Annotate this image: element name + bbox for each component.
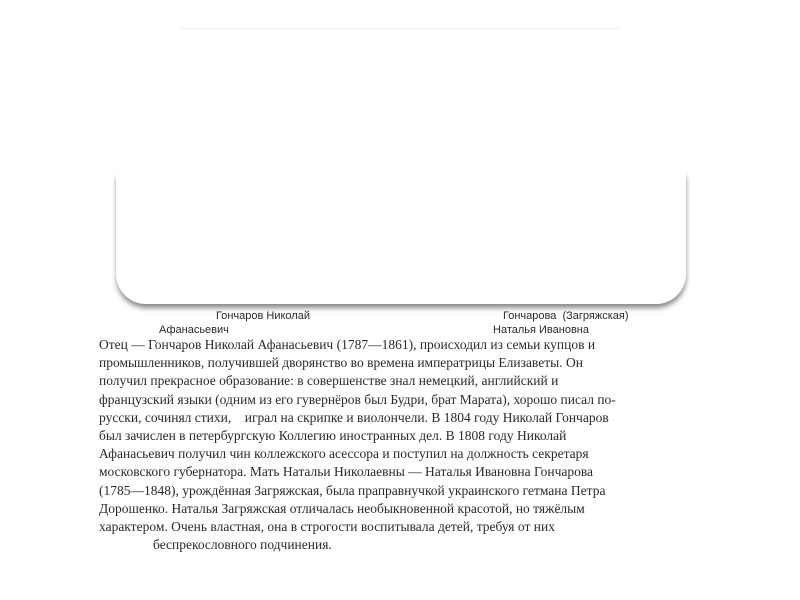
top-divider xyxy=(180,28,620,29)
paragraph-line: французский языки (одним из его гувернёров был Будри, брат Марата), хорошо писал по- xyxy=(99,391,616,407)
paragraph-line: Дорошенко. Наталья Загряжская отличалась необыкновенной красотой, но тяжёлым xyxy=(99,500,585,516)
paragraph-line: промышленников, получившей дворянство во времена императрицы Елизаветы. Он xyxy=(99,355,583,371)
mother-caption-line-2: Наталья Ивановна xyxy=(493,324,589,336)
biography-paragraph xyxy=(99,336,739,554)
paragraph-line: беспрекословного подчинения. xyxy=(153,537,332,553)
paragraph-line: русски, сочинял стихи, играл на скрипке и виолончели. В 1804 году Николай Гончаров xyxy=(99,409,609,425)
paragraph-line: московского губернатора. Мать Натальи Николаевны — Наталья Ивановна Гончарова xyxy=(99,464,594,480)
paragraph-line: был зачислен в петербургскую Коллегию иностранных дел. В 1808 году Николай xyxy=(99,428,567,444)
mother-caption-line-1: Гончарова (Загряжская) xyxy=(503,310,629,322)
father-caption-line-2: Афанасьевич xyxy=(159,324,229,336)
portrait-frame xyxy=(116,172,686,304)
paragraph-line: (1785—1848), урождённая Загряжская, была праправнучкой украинского гетмана Петра xyxy=(99,482,606,498)
paragraph-line: Отец — Гончаров Николай Афанасьевич (1787—1861), происходил из семьи купцов и xyxy=(99,337,596,352)
paragraph-line: получил прекрасное образование: в совершенстве знал немецкий, английский и xyxy=(99,373,559,389)
father-caption-line-1: Гончаров Николай xyxy=(216,310,310,322)
paragraph-line: характером. Очень властная, она в строгости воспитывала детей, требуя от них xyxy=(99,519,555,535)
paragraph-line: Афанасьевич получил чин коллежского асессора и поступил на должность секретаря xyxy=(99,446,589,462)
